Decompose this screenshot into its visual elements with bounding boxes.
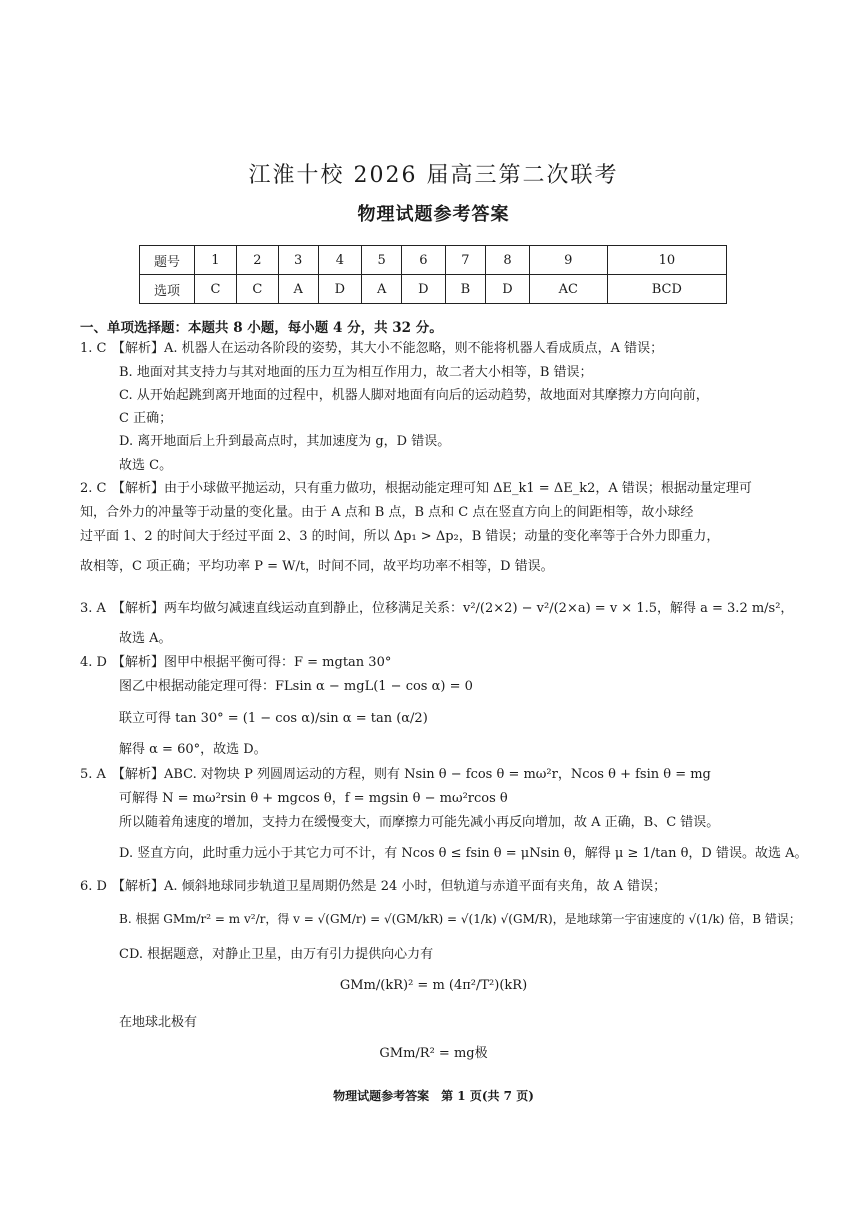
page-footer: 物理试题参考答案 第 1 页(共 7 页): [333, 1089, 534, 1103]
answer-table-row-options: [140, 275, 727, 304]
table-cell: 3: [278, 246, 318, 275]
equation: GMm/(kR)² = m (4π²/T²)(kR): [339, 978, 528, 993]
solution-line: 【解析】由于小球做平抛运动，只有重力做功，根据动能定理可知 ΔE_k1 = ΔE_k2，A 错误；根据动量定理可: [112, 481, 752, 496]
table-cell: A: [362, 275, 402, 304]
table-cell: 2: [236, 246, 278, 275]
answer-table-row-numbers: [140, 246, 727, 275]
solution-line: 故选 A。: [119, 631, 172, 646]
table-cell: 8: [486, 246, 530, 275]
table-cell: D: [402, 275, 446, 304]
solution-line: 在地球北极有: [119, 1015, 198, 1030]
table-cell: 1: [195, 246, 237, 275]
solution-line: 【解析】两车均做匀减速直线运动直到静止，位移满足关系：v²/(2×2) − v²/(2×a) = v × 1.5，解得 a = 3.2 m/s²，: [112, 601, 794, 616]
page-title: 江淮十校 2026 届高三第二次联考: [248, 163, 619, 188]
solution-line: D. 竖直方向，此时重力远小于其它力可不计，有 Ncos θ ≤ fsin θ = μNsin θ，解得 μ ≥ 1/tan θ，D 错误。故选 A。: [119, 846, 808, 861]
solution-line: 解得 α = 60°，故选 D。: [119, 742, 267, 757]
table-cell: 7: [445, 246, 485, 275]
table-cell: C: [195, 275, 237, 304]
solution-line: C. 从开始起跳到离开地面的过程中，机器人脚对地面有向后的运动趋势，故地面对其摩擦力方向向前，: [119, 388, 709, 403]
table-cell: B: [445, 275, 485, 304]
solution-line: B. 根据 GMm/r² = m v²/r，得 v = √(GM/r) = √(GM/kR) = √(1/k) √(GM/R)，是地球第一宇宙速度的 √(1/k) 倍，B 错误；: [119, 912, 801, 926]
table-cell: 6: [402, 246, 446, 275]
question-number: 4. D: [80, 655, 107, 670]
question-number: 2. C: [80, 481, 107, 496]
section-heading: 一、单项选择题：本题共 8 小题，每小题 4 分，共 32 分。: [80, 320, 443, 336]
solution-line: 故选 C。: [119, 458, 173, 473]
table-cell: 选项: [140, 275, 195, 304]
solution-line: 知，合外力的冲量等于动量的变化量。由于 A 点和 B 点，B 点和 C 点在竖直方向上的间距相等，故小球经: [80, 505, 694, 520]
solution-line: 可解得 N = mω²rsin θ + mgcos θ，f = mgsin θ − mω²rcos θ: [119, 791, 508, 806]
solution-line: 故相等，C 项正确；平均功率 P = W/t，时间不同，故平均功率不相等，D 错误。: [80, 559, 554, 574]
solution-line: D. 离开地面后上升到最高点时，其加速度为 g，D 错误。: [119, 434, 451, 449]
solution-line: 【解析】A. 倾斜地球同步轨道卫星周期仍然是 24 小时，但轨道与赤道平面有夹角，故 A 错误；: [112, 879, 667, 894]
table-cell: BCD: [607, 275, 726, 304]
table-cell: A: [278, 275, 318, 304]
page-subtitle: 物理试题参考答案: [357, 204, 510, 225]
table-cell: AC: [529, 275, 607, 304]
table-cell: 10: [607, 246, 726, 275]
question-number: 1. C: [80, 341, 107, 356]
solution-line: 图乙中根据动能定理可得：FLsin α − mgL(1 − cos α) = 0: [119, 679, 473, 694]
answer-table: [139, 245, 727, 304]
table-cell: 4: [318, 246, 362, 275]
table-cell: D: [318, 275, 362, 304]
solution-line: 过平面 1、2 的时间大于经过平面 2、3 的时间，所以 Δp₁ > Δp₂，B 错误；动量的变化率等于合外力即重力，: [80, 529, 720, 544]
table-cell: 5: [362, 246, 402, 275]
solution-line: B. 地面对其支持力与其对地面的压力互为相互作用力，故二者大小相等，B 错误；: [119, 365, 593, 380]
table-cell: 9: [529, 246, 607, 275]
solution-line: 联立可得 tan 30° = (1 − cos α)/sin α = tan (α/2): [119, 711, 428, 726]
solution-line: 【解析】A. 机器人在运动各阶段的姿势，其大小不能忽略，则不能将机器人看成质点，A 错误；: [112, 341, 664, 356]
table-cell: D: [486, 275, 530, 304]
solution-line: C 正确；: [119, 411, 173, 426]
question-number: 5. A: [80, 767, 106, 782]
solution-line: CD. 根据题意，对静止卫星，由万有引力提供向心力有: [119, 947, 434, 962]
question-number: 3. A: [80, 601, 106, 616]
solution-line: 【解析】图甲中根据平衡可得：F = mgtan 30°: [112, 655, 392, 670]
solution-line: 所以随着角速度的增加，支持力在缓慢变大，而摩擦力可能先减小再反向增加，故 A 正确，B、C 错误。: [119, 815, 720, 830]
table-cell: C: [236, 275, 278, 304]
solution-line: 【解析】ABC. 对物块 P 列圆周运动的方程，则有 Nsin θ − fcos θ = mω²r，Ncos θ + fsin θ = mg: [112, 767, 711, 782]
table-cell: 题号: [140, 246, 195, 275]
equation: GMm/R² = mg极: [379, 1046, 488, 1061]
question-number: 6. D: [80, 879, 107, 894]
